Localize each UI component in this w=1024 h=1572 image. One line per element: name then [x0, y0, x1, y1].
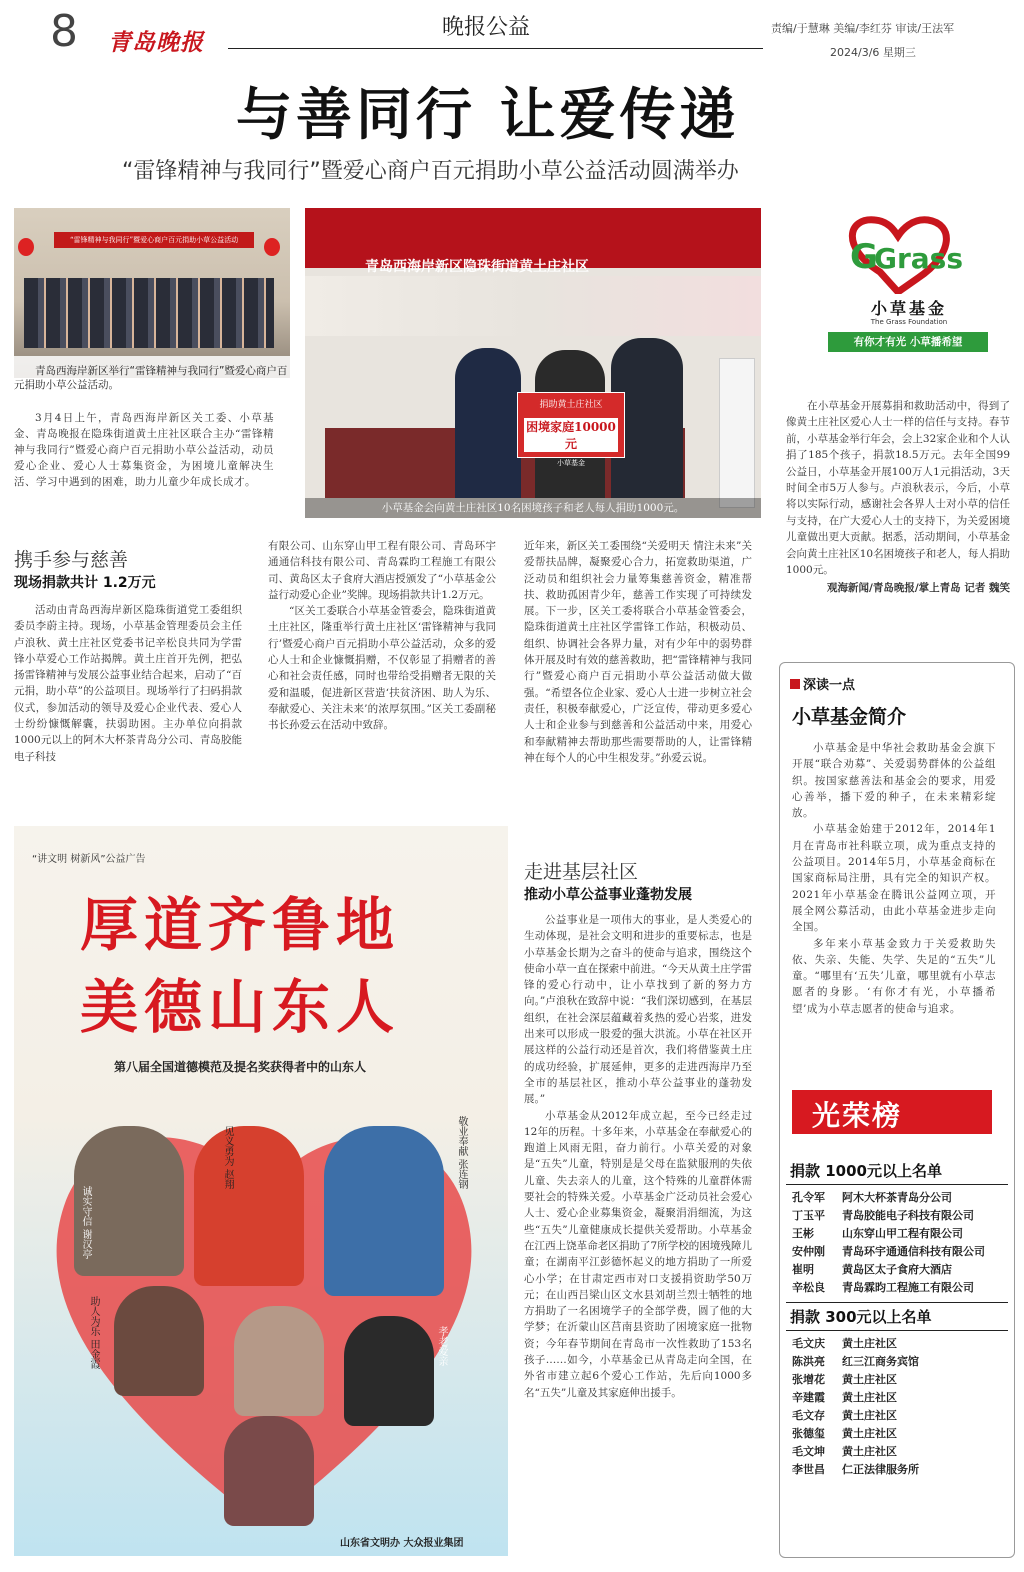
sidebar-p2: 小草基金始建于2012年，2014年1月在青岛市社科联立项，成为重点支持的公益项目。2014年5月，小草基金商标在国家商标局注册，具有完全的知识产权。2021年小草基金在腾讯公益网立项，开展全网公募活动，由此小草基金进步走向全国。 [792, 823, 996, 934]
logo-g-letter: G [850, 237, 878, 277]
wall-red [305, 276, 761, 336]
list-item [792, 1335, 1012, 1353]
event-photo-left [14, 208, 290, 378]
donor-org: 黄土庄社区 [842, 1391, 897, 1404]
donor-name: 毛文坤 [792, 1445, 825, 1458]
right-top-text [786, 398, 1010, 597]
photo-main-banner: 青岛西海岸新区隐珠街道黄土庄社区 [365, 259, 589, 275]
section1-col1-text: 活动由青岛西海岸新区隐珠街道党工委组织委员李蔚主持。现场，小草基金管理委员会主任卢浪秋、黄土庄社区党委书记辛松良共同为学雷锋小草爱心工作站揭牌。黄土庄首开先例，把弘扬雷锋精神与发展公益事业结合起来，启动了“百元捐，助小草”的公益项目。现场举行了扫码捐款仪式，参加活动的领导及爱心企业代表、爱心人士纷纷慷慨解囊，扶弱助困。主办单位向捐款1000元以上的阿木大杯茶青岛分公司、青岛胶能电子科技 [14, 604, 242, 763]
ad-title-line2: 美德山东人 [80, 973, 401, 1041]
ad-label-2: 见义勇为 赵翔 [222, 1126, 233, 1190]
honor-banner [792, 1090, 992, 1134]
crowd [24, 278, 274, 348]
subheadline: “雷锋精神与我同行”暨爱心商户百元捐助小草公益活动圆满举办 [122, 159, 739, 184]
donor-name: 李世昌 [792, 1463, 825, 1476]
list-item [792, 1189, 1012, 1207]
donor-org: 黄土庄社区 [842, 1409, 897, 1422]
air-conditioner [719, 358, 755, 508]
sidebar-p1: 小草基金是中华社会救助基金会旗下开展“联合劝募”、关爱弱势群体的公益组织。按国家慈善法和基金会的要求，用爱心善举，播下爱的种子，在未来精彩绽放。 [792, 742, 996, 820]
donor-org: 仁正法律服务所 [842, 1463, 919, 1476]
grass-logo [820, 212, 1000, 360]
ad-title-line1: 厚道齐鲁地 [80, 891, 401, 959]
honor-list2-rule [786, 1330, 1008, 1331]
section1-col2a-text: 有限公司、山东穿山甲工程有限公司、青岛环宇通通信科技有限公司、青岛霖昀工程施工有限公司、黄岛区太子食府大酒店授颁发了“小草基金公益行动爱心企业”奖牌。现场捐款共计1.2万元。 [268, 540, 496, 601]
ad-small-title: “讲文明 树新风”公益广告 [32, 854, 146, 865]
section1-col2 [268, 538, 496, 734]
board-sign: 小草基金 [557, 459, 585, 467]
donor-name: 丁玉平 [792, 1209, 825, 1222]
logo-wordmark: Grass [874, 242, 964, 275]
ad-footer: 山东省文明办 大众报业集团 [340, 1538, 464, 1549]
event-photo-main [305, 208, 761, 518]
list-item [792, 1279, 1012, 1297]
donor-name: 张增花 [792, 1373, 825, 1386]
list-item [792, 1243, 1012, 1261]
sidebar-tag [790, 674, 855, 693]
logo-english: The Grass Foundation [870, 318, 948, 326]
donor-name: 孔令军 [792, 1191, 825, 1204]
header-rule [228, 48, 763, 49]
donor-org: 黄土庄社区 [842, 1373, 897, 1386]
section2-title: 走进基层社区 [524, 861, 639, 883]
section1-title: 携手参与慈善 [14, 549, 129, 571]
photo-banner: “雷锋精神与我同行”暨爱心商户百元捐助小草公益活动 [54, 232, 254, 248]
headline: 与善同行 让爱传递 [236, 83, 740, 148]
photo-main-caption: 小草基金会向黄土庄社区10名困境孩子和老人每人捐助1000元。 [305, 498, 761, 518]
section2-para2: 小草基金从2012年成立起，至今已经走过12年的历程。十多年来，小草基金在奉献爱心的跑道上风雨无阻，奋力前行。小草关爱的对象是“五失”儿童，特别是是父母在监狱服刑的失依儿童、失去亲人的儿童，这个特殊的儿童群体需要社会的特殊关爱。小草基金广泛动员社会爱心人士、爱心企业募集资金，凝聚涓涓细流，为这些“五失”儿童健康成长提供关爱帮助。小草基金在江西上饶革命老区捐助了7所学校的困境残障儿童；在湖南平江彭德怀起义的地方捐助了一所爱心小学；在甘肃定西市对口支援捐资助学50万元；在山西吕梁山区文水县刘胡兰烈士牺牲的地方捐助了一名困境学子的全部学费，圆了他的大学梦；在沂蒙山区莒南县资助了困境家庭一批物资；今年春节期间在青岛市一次性救助了153名孩子……如今，小草基金已从青岛走向全国，在外省市建立起6个爱心工作站，先后向1000多名“五失”儿童及其家庭伸出援手。 [524, 1109, 752, 1399]
person-left [455, 348, 521, 498]
donor-org: 山东穿山甲工程有限公司 [842, 1227, 963, 1240]
section2-body [524, 912, 752, 1560]
editors: 责编/于慧琳 美编/李红芬 审读/王法军 [771, 22, 955, 35]
portrait-7 [224, 1416, 314, 1526]
honor-list1-rule [786, 1184, 1008, 1185]
section1-col2b-text: “区关工委联合小草基金管委会，隐珠街道黄土庄社区，隆重举行黄土庄社区‘雷锋精神与我同行’暨爱心商户百元捐助小草公益活动，众多的爱心人士和企业慷慨捐赠，不仅彰显了捐赠者的善心和社会责任感，同时也带给受捐赠者无限的关爱和温暖，促进新区营造‘扶贫济困、助人为乐、奉献爱心、关注未来’的浓厚氛围。”区关工委副秘书长孙爱云在活动中致辞。 [268, 605, 496, 732]
honor-list1-title: 捐款 1000元以上名单 [790, 1162, 942, 1180]
moral-ad [14, 826, 508, 1556]
donor-name: 崔明 [792, 1263, 814, 1276]
board-amount: 困境家庭10000元 [524, 418, 618, 452]
donor-org: 黄岛区太子食府大酒店 [842, 1263, 952, 1276]
donor-org: 红三江商务宾馆 [842, 1355, 919, 1368]
ad-label-3: 敬业奉献 张连钢 [456, 1116, 467, 1190]
donor-name: 张德玺 [792, 1427, 825, 1440]
donor-name: 安仲刚 [792, 1245, 825, 1258]
donor-org: 黄土庄社区 [842, 1445, 897, 1458]
honor-title: 光荣榜 [812, 1099, 903, 1132]
list-item [792, 1261, 1012, 1279]
donor-org: 青岛霖昀工程施工有限公司 [842, 1281, 974, 1294]
lead-text: 3月4日上午，青岛西海岸新区关工委、小草基金、青岛晚报在隐珠街道黄土庄社区联合主办“雷锋精神与我同行”暨爱心商户百元捐助小草公益活动，动员爱心企业、爱心人士募集资金，为困境儿童解决生活、学习中遇到的困难，助力儿童少年成长成才。 [14, 412, 274, 488]
section1-col1 [14, 602, 242, 765]
logo-name: 小草基金 [870, 299, 947, 318]
date: 2024/3/6 星期三 [830, 46, 916, 59]
ad-label-4: 助人为乐 田金霞 [88, 1296, 99, 1370]
sidebar-body [792, 740, 996, 1017]
sidebar-tag-text: 深读一点 [803, 678, 856, 693]
sidebar-p3: 多年来小草基金致力于关爱救助失依、失亲、失能、失学、失足的“五失”儿童。“哪里有‘五失’儿童，哪里就有小草志愿者的身影。‘有你才有光，小草播希望’成为小草志愿者的使命与追求。 [792, 937, 996, 1015]
list-item [792, 1389, 1012, 1407]
lead-paragraph [14, 410, 274, 490]
donor-org: 青岛环宇通通信科技有限公司 [842, 1245, 985, 1258]
lantern-left [18, 238, 34, 256]
lantern-right [264, 238, 280, 256]
section2-para1: 公益事业是一项伟大的事业，是人类爱心的生动体现，是社会文明和进步的重要标志，也是小草基金长期为之奋斗的使命与追求，围绕这个使命小草一直在探索中前进。“今天从黄土庄学雷锋的爱心行动中，让小草找到了新的努力方向。”卢浪秋在致辞中说：“我们深切感到，在基层组织，在社会深层蕴藏着炙热的爱心岩浆，进发出来可以形成一股爱的强大洪流。小草在社区开展这样的公益行动还是首次，我们将借鉴黄土庄的成功经验，扩展延伸，更多的走进西海岸乃至全市的基层社区，推动小草公益事业的蓬勃发展。” [524, 914, 752, 1106]
section2-subtitle: 推动小草公益事业蓬勃发展 [524, 887, 692, 903]
portrait-3 [324, 1126, 444, 1296]
donor-org: 青岛胶能电子科技有限公司 [842, 1209, 974, 1222]
board-title: 捐助黄土庄社区 [539, 400, 603, 410]
ad-label-5: 孝老爱亲 [436, 1326, 447, 1366]
donor-name: 王彬 [792, 1227, 814, 1240]
section-title: 晚报公益 [442, 15, 531, 40]
portrait-6 [344, 1316, 434, 1426]
list-item [792, 1371, 1012, 1389]
section1-subtitle: 现场捐款共计 1.2万元 [14, 575, 156, 591]
list-item [792, 1207, 1012, 1225]
honor-list2-title: 捐款 300元以上名单 [790, 1308, 932, 1326]
donor-name: 毛文存 [792, 1409, 825, 1422]
ad-label-1: 诚实守信 谢汉亭 [80, 1186, 91, 1260]
list-item [792, 1225, 1012, 1243]
list-item [792, 1353, 1012, 1371]
donor-org: 黄土庄社区 [842, 1337, 897, 1350]
right-top-paragraph: 在小草基金开展募捐和救助活动中，得到了像黄土庄社区爱心人士一样的信任与支持。春节前，小草基金举行年会，会上32家企业和个人认捐了185个孩子，捐款18.5万元。去年全国99公益日，小草基金开展100万人1元捐活动，3天时间全市5万人参与。卢浪秋表示，今后，小草将以实际行动，感谢社会各界人士对小草的信任与支持，在广大爱心人士的支持下，为关爱困境儿童做出更大贡献。据悉，活动期间，小草基金会向黄土庄社区10名困境孩子和老人，每人捐助1000元。 [786, 400, 1010, 577]
donor-name: 陈洪亮 [792, 1355, 825, 1368]
list-item [792, 1443, 1012, 1461]
list-item [792, 1461, 1012, 1479]
donor-name: 辛建霞 [792, 1391, 825, 1404]
donor-name: 辛松良 [792, 1281, 825, 1294]
portrait-4 [114, 1286, 204, 1396]
logo-slogan: 有你才有光 小草播希望 [828, 332, 988, 352]
masthead: 青岛晚报 [108, 29, 204, 56]
sidebar-title: 小草基金简介 [792, 706, 907, 728]
list-item [792, 1425, 1012, 1443]
byline: 观海新闻/青岛晚报/掌上青岛 记者 魏笑 [827, 582, 1010, 595]
honor-list1 [792, 1189, 1012, 1297]
donation-board [517, 392, 625, 467]
list-item [792, 1407, 1012, 1425]
donor-org: 阿木大杯茶青岛分公司 [842, 1191, 952, 1204]
portrait-2 [194, 1126, 304, 1286]
section1-col3 [524, 538, 752, 766]
honor-list2-rule-top [786, 1302, 1008, 1303]
ad-subtitle: 第八届全国道德模范及提名奖获得者中的山东人 [114, 1060, 367, 1074]
page-number: 8 [50, 6, 78, 57]
section1-col3-text: 近年来，新区关工委围绕“关爱明天 情注未来”关爱帮扶品牌，凝聚爱心合力，拓宽救助渠道，广泛动员和组织社会力量筹集慈善资金，精准帮扶、救助孤困青少年，慈善工作实现了可持续发展。下一步，区关工委将联合小草基金管委会，隐珠街道黄土庄社区学雷锋工作站，积极动员、组织、协调社会各界力量，对有少年中的弱势群体开展及时有效的慈善救助，把“雷锋精神与我同行”暨爱心商户百元捐助小草公益活动做大做强。“希望各位企业家、爱心人士进一步树立社会责任，积极奉献爱心，广泛宣传，带动更多爱心人士和企业参与到慈善和公益活动中来，用爱心和奉献精神去帮助那些需要帮助的人，让雷锋精神在每个人的心中生根发芽。”孙爱云说。 [524, 540, 752, 764]
donor-name: 毛文庆 [792, 1337, 825, 1350]
tag-square-icon [790, 679, 800, 689]
donor-org: 黄土庄社区 [842, 1427, 897, 1440]
portrait-5 [234, 1306, 324, 1416]
honor-list2 [792, 1335, 1012, 1479]
photo-left-caption: 青岛西海岸新区举行“雷锋精神与我同行”暨爱心商户百元捐助小草公益活动。 [14, 365, 288, 391]
